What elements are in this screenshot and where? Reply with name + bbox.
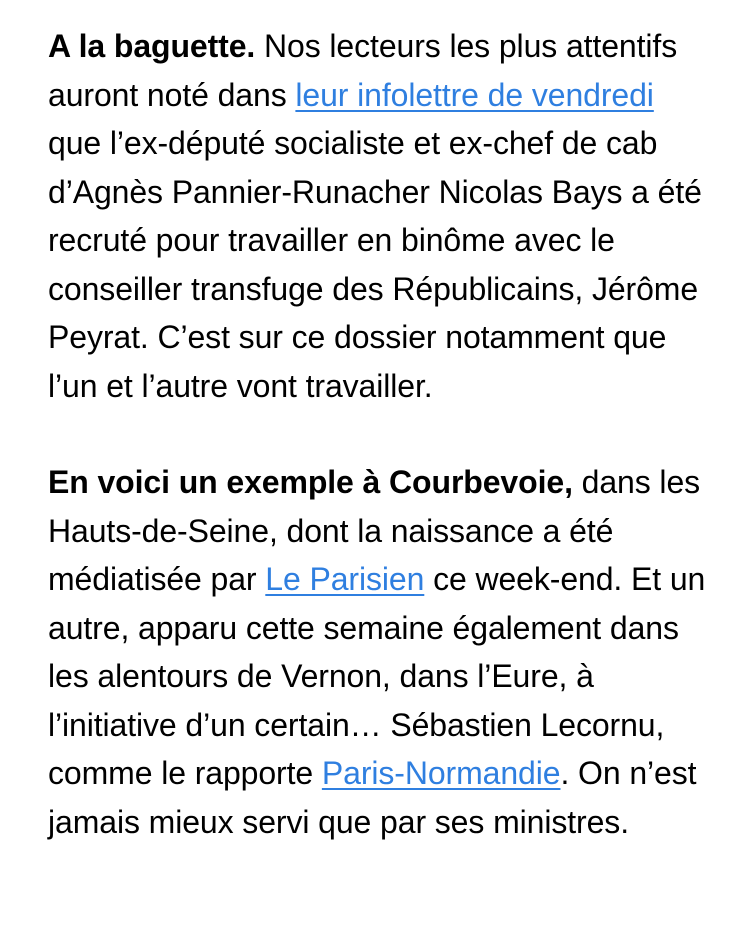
paragraph-lead: A la baguette. [48,28,256,64]
paragraph-courbevoie [48,458,708,846]
paragraph-text: . On n’est jamais mieux servi que par ses ministres. [48,755,697,840]
paragraph-baguette [48,22,708,410]
paris-normandie-link[interactable]: Paris-Normandie [321,755,561,791]
paragraph-lead: En voici un exemple à Courbevoie, [48,464,573,500]
paragraph-text: que l’ex-député socialiste et ex-chef de cab d’Agnès Pannier-Runacher Nicolas Bays a été recruté pour travailler en binôme avec le conseiller transfuge des Républicains, Jérôme Peyrat. C’est sur ce dossier notamment que l’un et l’autre vont travailler. [48,125,702,404]
infolettre-link[interactable]: leur infolettre de vendredi [295,76,654,113]
le-parisien-link[interactable]: Le Parisien [265,561,425,597]
paragraph-text: ce week-end. Et un autre, apparu cette semaine également dans les alentours de Vernon, dans l’Eure, à l’initiative d’un certain… Sébastien Lecornu, comme le rapporte [48,561,706,791]
article-body [48,22,708,846]
paragraph-text: Nos lecteurs les plus attentifs auront noté dans [48,28,678,113]
paragraph-text: dans les Hauts-de-Seine, dont la naissance a été médiatisée par [48,464,701,597]
